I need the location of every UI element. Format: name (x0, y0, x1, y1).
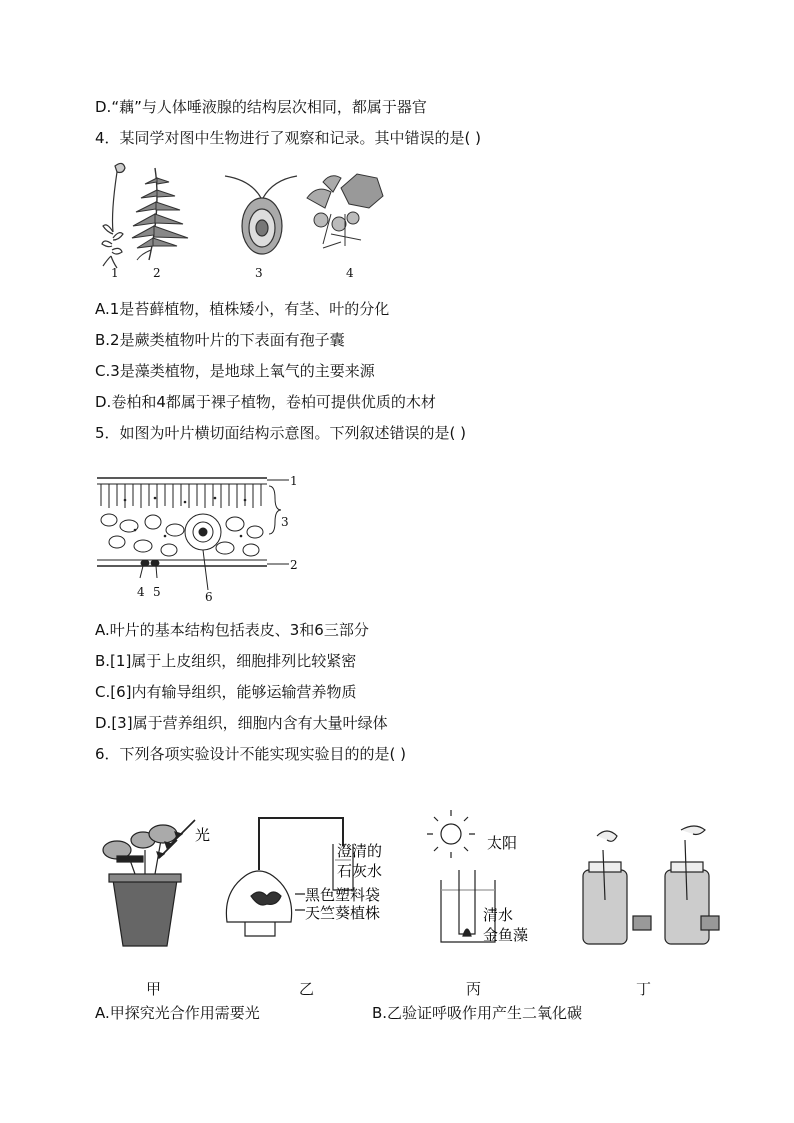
q4-option-c: C.3是藻类植物，是地球上氧气的主要来源 (95, 362, 375, 380)
caption-ding: 丁 (636, 980, 652, 998)
q4-figure-label-1: 1 (111, 266, 119, 280)
q6-option-b: B.乙验证呼吸作用产生二氧化碳 (372, 1004, 583, 1022)
q4-figure-label-3: 3 (255, 266, 263, 280)
q4-stem: 4．某同学对图中生物进行了观察和记录。其中错误的是( ) (95, 129, 482, 147)
q4-option-d: D.卷柏和4都属于裸子植物，卷柏可提供优质的木材 (95, 393, 436, 411)
caption-bing: 丙 (466, 980, 482, 998)
q5-option-c: C.[6]内有输导组织，能够运输营养物质 (95, 683, 357, 701)
q5-stem: 5．如图为叶片横切面结构示意图。下列叙述错误的是( ) (95, 424, 467, 442)
candle-jars-illustration (583, 826, 719, 944)
label-water: 清水 (483, 906, 514, 924)
q5-option-d: D.[3]属于营养组织，细胞内含有大量叶绿体 (95, 714, 388, 732)
leaf-label-6: 6 (205, 590, 213, 604)
q6-experiments-figure (95, 810, 725, 955)
leaf-label-4: 4 (137, 585, 145, 599)
q3-option-d: D.“藕”与人体唾液腺的结构层次相同，都属于器官 (95, 98, 427, 116)
q4-figure-label-2: 2 (153, 266, 161, 280)
leaf-label-1: 1 (290, 474, 298, 488)
fern-plant-illustration (132, 168, 188, 260)
potted-plant-light-illustration (103, 820, 195, 946)
leaf-label-2: 2 (290, 558, 298, 572)
caption-jia: 甲 (146, 980, 162, 998)
caption-yi: 乙 (299, 980, 315, 998)
label-sun: 太阳 (487, 834, 518, 852)
moss-plant-illustration (102, 163, 125, 268)
q4-figure-label-4: 4 (346, 266, 354, 280)
q4-option-b: B.2是蕨类植物叶片的下表面有孢子囊 (95, 331, 345, 349)
label-light: 光 (195, 826, 211, 844)
label-limewater-2: 石灰水 (337, 862, 383, 880)
label-limewater-1: 澄清的 (337, 842, 383, 860)
leaf-label-3: 3 (281, 515, 289, 529)
q5-option-b: B.[1]属于上皮组织，细胞排列比较紧密 (95, 652, 357, 670)
q4-option-a: A.1是苔藓植物，植株矮小，有茎、叶的分化 (95, 300, 390, 318)
label-pondweed: 金鱼藻 (483, 926, 529, 944)
q6-option-a: A.甲探究光合作用需要光 (95, 1004, 260, 1022)
q5-option-a: A.叶片的基本结构包括表皮、3和6三部分 (95, 621, 369, 639)
leaf-label-5: 5 (153, 585, 161, 599)
leaf-cross-section-figure (95, 470, 315, 600)
alga-cell-illustration (225, 176, 297, 254)
label-black-bag: 黑色塑料袋 (305, 886, 381, 904)
q6-stem: 6．下列各项实验设计不能实现实验目的的是( ) (95, 745, 407, 763)
ginkgo-branch-illustration (307, 174, 383, 248)
q4-figure (95, 158, 385, 283)
label-plant: 天竺葵植株 (305, 904, 381, 922)
